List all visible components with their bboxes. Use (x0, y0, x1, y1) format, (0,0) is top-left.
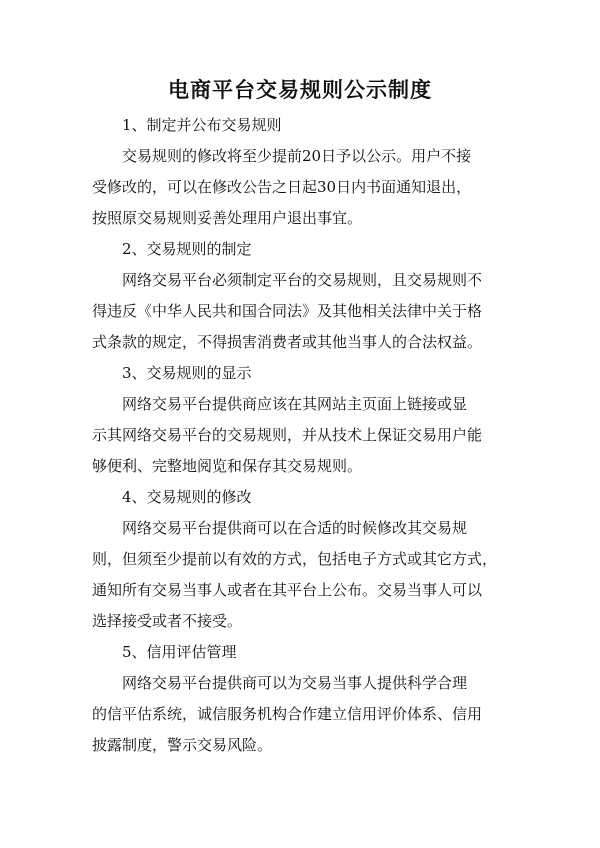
section-paragraph (92, 141, 508, 234)
section-paragraph (92, 513, 508, 637)
paragraph-line: 则，但须至少提前以有效的方式，包括电子方式或其它方式， (92, 550, 498, 568)
section-heading: 4、交易规则的修改 (122, 488, 252, 506)
document-body (92, 110, 508, 761)
paragraph-line: 够便利、完整地阅览和保存其交易规则。 (92, 457, 363, 475)
paragraph-line: 得违反《中华人民共和国合同法》及其他相关法律中关于格 (92, 302, 483, 320)
paragraph-line: 选择接受或者不接受。 (92, 612, 243, 630)
section-4 (92, 482, 508, 637)
section-heading: 1、制定并公布交易规则 (122, 116, 282, 134)
section-2 (92, 234, 508, 358)
paragraph-line: 网络交易平台提供商可以为交易当事人提供科学合理 (122, 674, 468, 692)
paragraph-line: 受修改的，可以在修改公告之日起30日内书面通知退出， (92, 178, 472, 196)
paragraph-line: 披露制度，警示交易风险。 (92, 736, 273, 754)
section-paragraph (92, 668, 508, 761)
section-3 (92, 358, 508, 482)
section-heading: 2、交易规则的制定 (122, 240, 252, 258)
paragraph-line: 按照原交易规则妥善处理用户退出事宜。 (92, 209, 363, 227)
document-title: 电商平台交易规则公示制度 (168, 78, 432, 102)
paragraph-line: 网络交易平台必须制定平台的交易规则，且交易规则不 (122, 271, 483, 289)
paragraph-line: 网络交易平台提供商可以在合适的时候修改其交易规 (122, 519, 468, 537)
section-5 (92, 637, 508, 761)
paragraph-line: 交易规则的修改将至少提前20日予以公示。用户不接 (122, 147, 472, 165)
paragraph-line: 的信平估系统，诚信服务机构合作建立信用评价体系、信用 (92, 705, 483, 723)
section-heading: 5、信用评估管理 (122, 643, 237, 661)
section-paragraph (92, 265, 508, 358)
paragraph-line: 式条款的规定，不得损害消费者或其他当事人的合法权益。 (92, 333, 483, 351)
paragraph-line: 示其网络交易平台的交易规则，并从技术上保证交易用户能 (92, 426, 483, 444)
section-paragraph (92, 389, 508, 482)
paragraph-line: 通知所有交易当事人或者在其平台上公布。交易当事人可以 (92, 581, 483, 599)
section-1 (92, 110, 508, 234)
section-heading: 3、交易规则的显示 (122, 364, 252, 382)
paragraph-line: 网络交易平台提供商应该在其网站主页面上链接或显 (122, 395, 468, 413)
